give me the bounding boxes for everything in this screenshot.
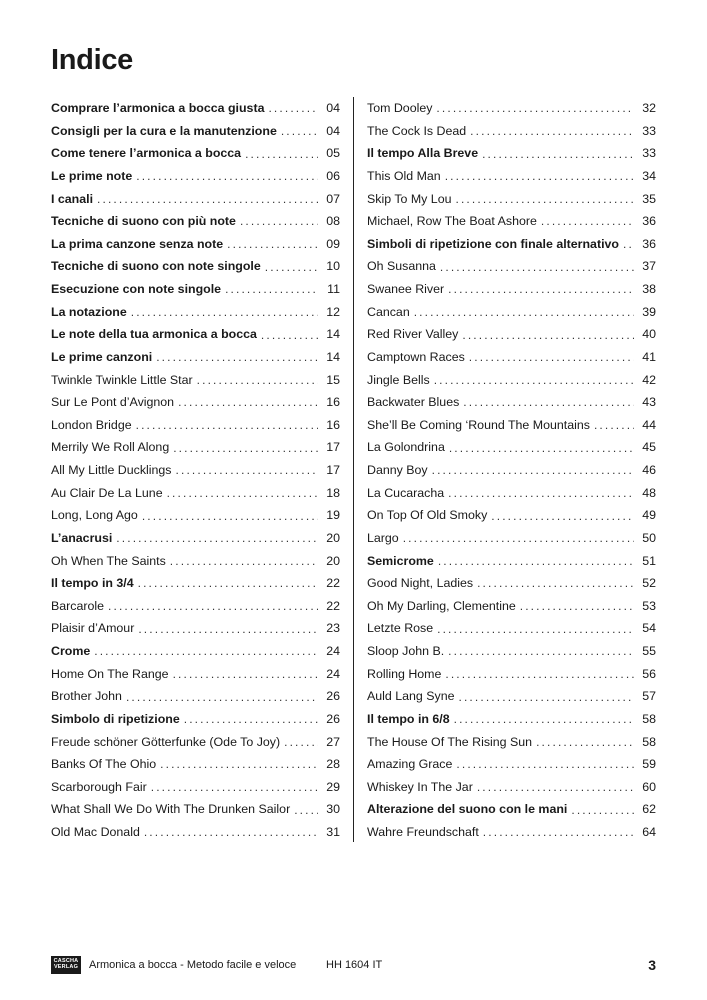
toc-entry-title: Freude schöner Götterfunke (Ode To Joy) <box>51 734 281 749</box>
dot-leader <box>462 329 634 341</box>
toc-entry-page: 15 <box>326 372 340 387</box>
toc-entry-page: 16 <box>326 417 340 432</box>
toc-entry-page: 49 <box>642 508 656 523</box>
dot-leader <box>116 532 318 544</box>
toc-entry-page: 44 <box>642 417 656 432</box>
dot-leader <box>463 396 634 408</box>
toc-entry-page: 24 <box>326 666 340 681</box>
toc-entry[interactable] <box>51 459 340 482</box>
dot-leader <box>151 781 318 793</box>
toc-entry[interactable] <box>51 753 340 776</box>
toc-entry-page: 36 <box>642 236 656 251</box>
dot-leader <box>265 261 318 273</box>
toc-entry-page: 62 <box>642 802 656 817</box>
toc-entry[interactable] <box>51 369 340 392</box>
toc-entry-title: Red River Valley <box>367 327 459 342</box>
toc-entry-title: Old Mac Donald <box>51 825 140 840</box>
toc-entry[interactable] <box>367 663 656 686</box>
toc-entry-page: 04 <box>326 101 340 116</box>
toc-entry-page: 59 <box>642 757 656 772</box>
toc-entry-title: Letzte Rose <box>367 621 434 636</box>
dot-leader <box>160 758 318 770</box>
toc-entry-page: 16 <box>326 395 340 410</box>
dot-leader <box>173 442 318 454</box>
dot-leader <box>623 238 634 250</box>
toc-entry-title: The House Of The Rising Sun <box>367 734 533 749</box>
toc-entry-title: Oh When The Saints <box>51 553 166 568</box>
toc-entry[interactable] <box>367 821 656 844</box>
toc-entry-page: 34 <box>642 168 656 183</box>
toc-entry-title: Barcarole <box>51 598 105 613</box>
toc-entry[interactable] <box>51 210 340 233</box>
toc-entry-title: Long, Long Ago <box>51 508 138 523</box>
toc-entry-page: 26 <box>326 689 340 704</box>
toc-entry-page: 41 <box>642 349 656 364</box>
toc-entry-title: Cancan <box>367 304 410 319</box>
toc-entry[interactable] <box>51 188 340 211</box>
toc-entry[interactable] <box>367 708 656 731</box>
toc-entry-title: Tom Dooley <box>367 101 433 116</box>
toc-entry-page: 46 <box>642 463 656 478</box>
dot-leader <box>459 691 635 703</box>
toc-entry-title: Le note della tua armonica a bocca <box>51 327 257 342</box>
toc-entry-title: The Cock Is Dead <box>367 123 467 138</box>
toc-entry[interactable] <box>367 685 656 708</box>
dot-leader <box>541 215 634 227</box>
toc-entry-title: Comprare l’armonica a bocca giusta <box>51 101 265 116</box>
toc-entry-page: 23 <box>326 621 340 636</box>
toc-entry-page: 52 <box>642 576 656 591</box>
toc-entry-title: Scarborough Fair <box>51 779 147 794</box>
footer-code: HH 1604 IT <box>326 959 383 971</box>
dot-leader <box>448 487 634 499</box>
toc-entry-page: 38 <box>642 282 656 297</box>
toc-entry-page: 40 <box>642 327 656 342</box>
toc-entry[interactable] <box>51 346 340 369</box>
toc-entry-page: 53 <box>642 598 656 613</box>
dot-leader <box>454 713 634 725</box>
dot-leader <box>225 283 318 295</box>
dot-leader <box>281 125 318 137</box>
dot-leader <box>240 215 318 227</box>
toc-entry-title: I canali <box>51 191 94 206</box>
toc-entry[interactable] <box>367 595 656 618</box>
toc-entry[interactable] <box>367 798 656 821</box>
dot-leader <box>176 464 318 476</box>
dot-leader <box>448 645 634 657</box>
toc-entry-page: 26 <box>326 711 340 726</box>
toc-entry-title: On Top Of Old Smoky <box>367 508 488 523</box>
footer-book-title: Armonica a bocca - Metodo facile e veloce <box>89 959 297 971</box>
dot-leader <box>136 419 318 431</box>
footer-page-number: 3 <box>648 957 656 973</box>
dot-leader <box>136 170 318 182</box>
toc-entry-title: Consigli per la cura e la manutenzione <box>51 123 277 138</box>
dot-leader <box>449 442 634 454</box>
toc-entry-title: Auld Lang Syne <box>367 689 455 704</box>
dot-leader <box>126 691 318 703</box>
toc-entry[interactable] <box>51 640 340 663</box>
dot-leader <box>536 736 634 748</box>
toc-entry-title: La Golondrina <box>367 440 445 455</box>
toc-entry-page: 32 <box>642 101 656 116</box>
toc-entry-title: Amazing Grace <box>367 757 453 772</box>
toc-entry-page: 31 <box>326 825 340 840</box>
dot-leader <box>197 374 318 386</box>
toc-entry[interactable] <box>51 504 340 527</box>
dot-leader <box>173 668 318 680</box>
toc-entry[interactable] <box>367 617 656 640</box>
toc-entry-title: Good Night, Ladies <box>367 576 474 591</box>
toc-entry-page: 06 <box>326 168 340 183</box>
toc-entry-title: La prima canzone senza note <box>51 236 224 251</box>
toc-entry[interactable] <box>367 278 656 301</box>
toc-entry[interactable] <box>367 550 656 573</box>
toc-entry[interactable] <box>367 97 656 120</box>
dot-leader <box>261 329 318 341</box>
toc-entry[interactable] <box>51 414 340 437</box>
dot-leader <box>403 532 634 544</box>
toc-entry-page: 33 <box>642 146 656 161</box>
toc-entry-page: 33 <box>642 123 656 138</box>
toc-entry[interactable] <box>51 663 340 686</box>
toc-entry-page: 57 <box>642 689 656 704</box>
toc-entry-page: 60 <box>642 779 656 794</box>
page-footer <box>51 954 656 976</box>
toc-entry-title: Sur Le Pont d’Avignon <box>51 395 175 410</box>
page-title: Indice <box>51 44 133 76</box>
toc-entry-title: Alterazione del suono con le mani <box>367 802 568 817</box>
toc-entry-title: Semicrome <box>367 553 434 568</box>
toc-entry-page: 55 <box>642 644 656 659</box>
toc-entry[interactable] <box>367 459 656 482</box>
toc-entry-title: Tecniche di suono con note singole <box>51 259 261 274</box>
dot-leader <box>482 148 634 160</box>
toc-entry-title: London Bridge <box>51 417 132 432</box>
dot-leader <box>170 555 318 567</box>
toc-entry[interactable] <box>51 301 340 324</box>
toc-entry-title: Danny Boy <box>367 463 428 478</box>
toc-entry-page: 30 <box>326 802 340 817</box>
dot-leader <box>268 102 318 114</box>
toc-entry-title: La notazione <box>51 304 127 319</box>
toc-entry-page: 51 <box>642 553 656 568</box>
toc-entry[interactable] <box>51 708 340 731</box>
toc-entry[interactable] <box>367 369 656 392</box>
toc-entry[interactable] <box>51 97 340 120</box>
dot-leader <box>445 668 634 680</box>
dot-leader <box>437 623 634 635</box>
toc-entry-page: 05 <box>326 146 340 161</box>
dot-leader <box>477 781 634 793</box>
toc-entry-title: Tecniche di suono con più note <box>51 214 236 229</box>
toc-entry-page: 24 <box>326 644 340 659</box>
dot-leader <box>94 645 318 657</box>
toc-entry[interactable] <box>367 731 656 754</box>
toc-entry-title: She’ll Be Coming ‘Round The Mountains <box>367 417 590 432</box>
dot-leader <box>131 306 318 318</box>
toc-entry[interactable] <box>51 685 340 708</box>
dot-leader <box>448 283 634 295</box>
toc-entry-title: All My Little Ducklings <box>51 463 172 478</box>
toc-entry[interactable] <box>367 527 656 550</box>
toc-entry-title: Merrily We Roll Along <box>51 440 170 455</box>
dot-leader <box>483 826 634 838</box>
toc-entry-page: 11 <box>327 282 340 297</box>
toc-entry[interactable] <box>367 323 656 346</box>
toc-entry-title: Plaisir d’Amour <box>51 621 135 636</box>
toc-entry[interactable] <box>367 572 656 595</box>
dot-leader <box>432 464 634 476</box>
toc-entry-title: Le prime note <box>51 168 133 183</box>
toc-entry-title: Esecuzione con note singole <box>51 282 222 297</box>
toc-entry[interactable] <box>367 391 656 414</box>
toc-entry-title: Il tempo Alla Breve <box>367 146 479 161</box>
toc-entry[interactable] <box>51 142 340 165</box>
dot-leader <box>436 102 634 114</box>
toc-entry-page: 17 <box>326 440 340 455</box>
dot-leader <box>97 193 318 205</box>
dot-leader <box>414 306 634 318</box>
toc-entry-page: 22 <box>326 598 340 613</box>
toc-entry[interactable] <box>367 120 656 143</box>
toc-entry-title: Jingle Bells <box>367 372 430 387</box>
toc-entry-title: Banks Of The Ohio <box>51 757 157 772</box>
toc-entry[interactable] <box>51 391 340 414</box>
toc-entry[interactable] <box>51 798 340 821</box>
toc-entry-page: 20 <box>326 553 340 568</box>
toc-entry-title: Simbolo di ripetizione <box>51 711 180 726</box>
dot-leader <box>167 487 318 499</box>
dot-leader <box>455 193 634 205</box>
toc-entry-page: 20 <box>326 530 340 545</box>
dot-leader <box>138 577 318 589</box>
toc-entry-title: Oh Susanna <box>367 259 436 274</box>
dot-leader <box>491 510 634 522</box>
toc-entry-title: Michael, Row The Boat Ashore <box>367 214 537 229</box>
toc-entry-page: 12 <box>326 304 340 319</box>
toc-entry-title: This Old Man <box>367 168 441 183</box>
dot-leader <box>440 261 634 273</box>
toc-entry[interactable] <box>51 595 340 618</box>
dot-leader <box>445 170 634 182</box>
toc-entry[interactable] <box>367 233 656 256</box>
toc-entry-page: 56 <box>642 666 656 681</box>
toc-entry-page: 42 <box>642 372 656 387</box>
toc-entry-title: Home On The Range <box>51 666 169 681</box>
toc-entry[interactable] <box>51 776 340 799</box>
toc-entry[interactable] <box>367 776 656 799</box>
toc-entry-page: 07 <box>326 191 340 206</box>
toc-entry-title: Crome <box>51 644 91 659</box>
toc-entry[interactable] <box>367 504 656 527</box>
toc-entry-page: 10 <box>326 259 340 274</box>
toc-entry[interactable] <box>51 821 340 844</box>
toc-entry[interactable] <box>367 753 656 776</box>
toc-entry[interactable] <box>367 210 656 233</box>
toc-entry-page: 64 <box>642 825 656 840</box>
toc-entry[interactable] <box>51 323 340 346</box>
dot-leader <box>138 623 318 635</box>
toc-entry[interactable] <box>367 188 656 211</box>
toc-entry-title: L’anacrusi <box>51 530 113 545</box>
dot-leader <box>156 351 318 363</box>
toc-entry-page: 29 <box>326 779 340 794</box>
toc-entry-page: 58 <box>642 734 656 749</box>
toc-entry-page: 17 <box>326 463 340 478</box>
toc-entry-title: Il tempo in 6/8 <box>367 711 450 726</box>
toc-entry-page: 08 <box>326 214 340 229</box>
toc-entry-page: 28 <box>326 757 340 772</box>
toc-entry[interactable] <box>367 301 656 324</box>
toc-entry[interactable] <box>51 233 340 256</box>
toc-entry-title: Whiskey In The Jar <box>367 779 473 794</box>
toc-entry[interactable] <box>51 436 340 459</box>
dot-leader <box>245 148 318 160</box>
toc-entry-page: 58 <box>642 711 656 726</box>
toc-entry-page: 37 <box>642 259 656 274</box>
toc-entry[interactable] <box>367 482 656 505</box>
dot-leader <box>594 419 634 431</box>
toc-entry-title: Camptown Races <box>367 349 465 364</box>
toc-entry-title: Au Clair De La Lune <box>51 485 163 500</box>
toc-entry-title: Brother John <box>51 689 122 704</box>
toc-entry-title: Simboli di ripetizione con finale alternativo <box>367 236 619 251</box>
dot-leader <box>469 351 634 363</box>
dot-leader <box>178 396 318 408</box>
dot-leader <box>434 374 634 386</box>
dot-leader <box>438 555 634 567</box>
toc-entry-title: La Cucaracha <box>367 485 445 500</box>
toc-entry[interactable] <box>367 346 656 369</box>
toc-entry-page: 27 <box>326 734 340 749</box>
toc-entry-title: Skip To My Lou <box>367 191 452 206</box>
toc-entry-page: 54 <box>642 621 656 636</box>
toc-entry-page: 14 <box>326 327 340 342</box>
toc-entry-title: Oh My Darling, Clementine <box>367 598 516 613</box>
toc-entry-title: What Shall We Do With The Drunken Sailor <box>51 802 291 817</box>
toc-entry-page: 35 <box>642 191 656 206</box>
toc-entry-page: 14 <box>326 349 340 364</box>
toc-entry-title: Backwater Blues <box>367 395 460 410</box>
toc-entry-page: 18 <box>326 485 340 500</box>
dot-leader <box>184 713 318 725</box>
toc-entry[interactable] <box>367 640 656 663</box>
toc-entry[interactable] <box>51 482 340 505</box>
toc-entry-title: Rolling Home <box>367 666 442 681</box>
column-divider <box>353 97 354 842</box>
toc-entry-title: Sloop John B. <box>367 644 445 659</box>
toc-entry[interactable] <box>51 278 340 301</box>
toc-entry-title: Wahre Freundschaft <box>367 825 479 840</box>
toc-entry[interactable] <box>51 617 340 640</box>
dot-leader <box>284 736 318 748</box>
logo-line-1: CASCHA <box>53 958 79 965</box>
toc-entry[interactable] <box>51 255 340 278</box>
toc-entry-title: Largo <box>367 530 399 545</box>
publisher-logo <box>51 956 81 974</box>
dot-leader <box>144 826 318 838</box>
toc-entry[interactable] <box>367 165 656 188</box>
toc-entry[interactable] <box>51 572 340 595</box>
toc-entry[interactable] <box>367 414 656 437</box>
toc-entry[interactable] <box>367 255 656 278</box>
toc-entry-title: Swanee River <box>367 282 445 297</box>
dot-leader <box>142 510 318 522</box>
toc-entry-page: 36 <box>642 214 656 229</box>
dot-leader <box>108 600 318 612</box>
toc-entry-page: 04 <box>326 123 340 138</box>
toc-entry[interactable] <box>51 165 340 188</box>
dot-leader <box>294 804 318 816</box>
toc-entry-page: 22 <box>326 576 340 591</box>
dot-leader <box>227 238 318 250</box>
toc-entry-page: 19 <box>326 508 340 523</box>
toc-entry-page: 48 <box>642 485 656 500</box>
toc-entry-title: Come tenere l’armonica a bocca <box>51 146 242 161</box>
toc-entry-page: 43 <box>642 395 656 410</box>
toc-entry-page: 09 <box>326 236 340 251</box>
toc-entry[interactable] <box>51 527 340 550</box>
dot-leader <box>456 758 634 770</box>
toc-entry-title: Il tempo in 3/4 <box>51 576 134 591</box>
toc-entry[interactable] <box>51 120 340 143</box>
toc-entry[interactable] <box>367 142 656 165</box>
toc-entry-page: 39 <box>642 304 656 319</box>
toc-entry-title: Le prime canzoni <box>51 349 153 364</box>
toc-left-column <box>51 97 340 844</box>
toc-entry[interactable] <box>51 550 340 573</box>
toc-entry-page: 50 <box>642 530 656 545</box>
dot-leader <box>470 125 634 137</box>
toc-entry-title: Twinkle Twinkle Little Star <box>51 372 193 387</box>
toc-right-column <box>367 97 656 844</box>
dot-leader <box>477 577 634 589</box>
toc-entry[interactable] <box>51 731 340 754</box>
dot-leader <box>571 804 634 816</box>
logo-line-2: VERLAG <box>53 964 79 970</box>
dot-leader <box>520 600 634 612</box>
toc-entry-page: 45 <box>642 440 656 455</box>
toc-entry[interactable] <box>367 436 656 459</box>
